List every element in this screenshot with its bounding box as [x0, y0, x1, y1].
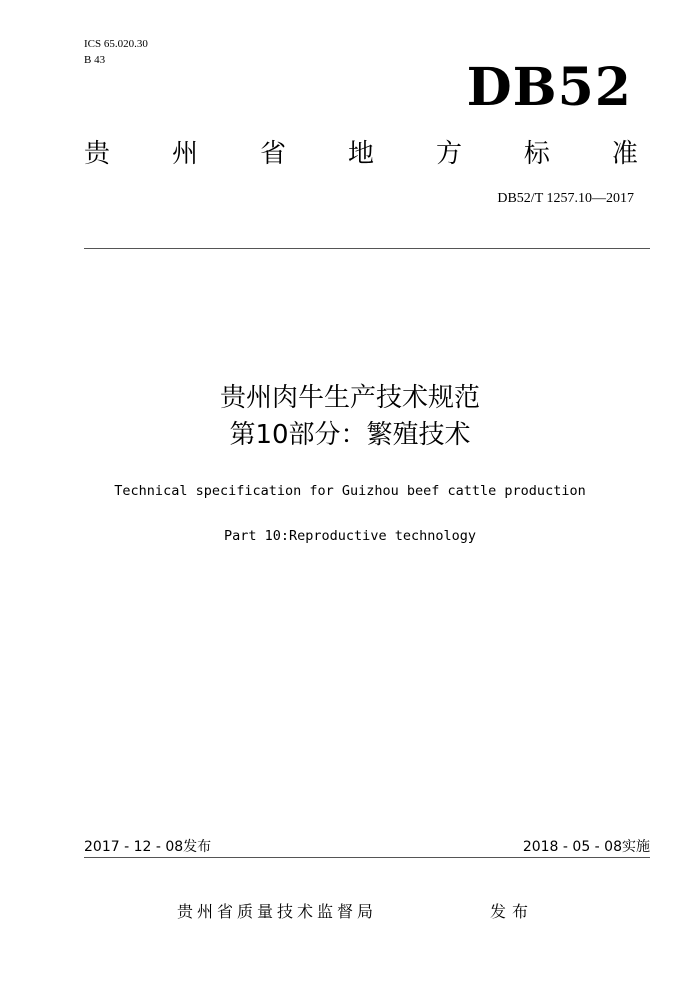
- issue-label: 发布: [490, 902, 535, 921]
- title-en-line2: Part 10:Reproductive technology: [224, 528, 476, 544]
- standard-type-char: 方: [435, 139, 462, 169]
- standard-code: DB52: [466, 57, 632, 118]
- standard-type: [84, 137, 638, 171]
- standard-type-char: 州: [171, 139, 198, 169]
- ics-code: ICS 65.020.30: [84, 38, 148, 50]
- standard-type-char: 贵: [84, 139, 111, 169]
- standard-type-char: 标: [523, 139, 550, 169]
- header-divider: [84, 248, 650, 249]
- issuer: 贵州省质量技术监督局: [177, 902, 378, 921]
- standard-type-char: 省: [259, 139, 286, 169]
- standard-type-char: 地: [347, 139, 374, 169]
- title-en-line1: Technical specification for Guizhou beef cattle production: [114, 483, 586, 499]
- publish-date: 2017 - 12 - 08发布: [84, 839, 212, 855]
- title-zh-line2: 第10部分：繁殖技术: [229, 420, 471, 450]
- standard-number: DB52/T 1257.10—2017: [497, 191, 634, 206]
- classification-code: B 43: [84, 54, 106, 66]
- title-zh-line1: 贵州肉牛生产技术规范: [219, 383, 480, 413]
- standard-type-char: 准: [611, 139, 638, 169]
- footer-divider: [84, 857, 650, 858]
- implement-date: 2018 - 05 - 08实施: [522, 839, 650, 855]
